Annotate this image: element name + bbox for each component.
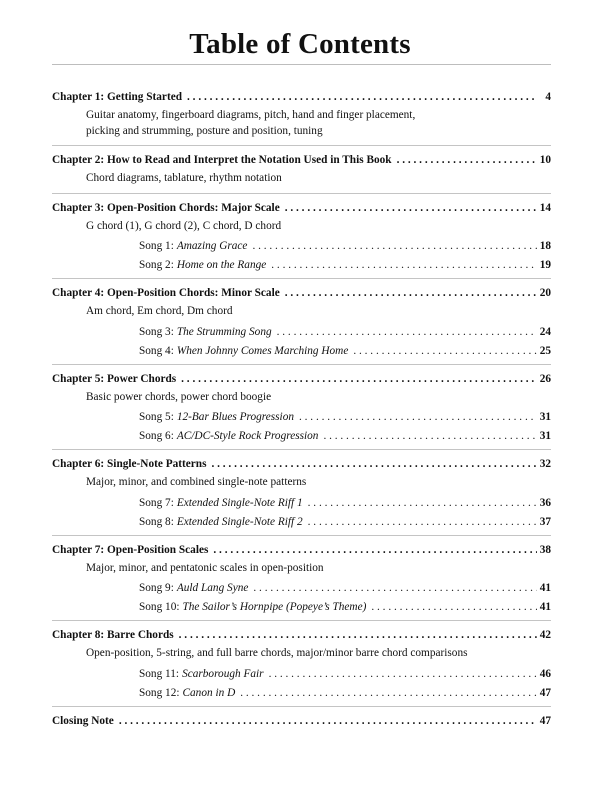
chapter-title: Chapter 8: Barre Chords bbox=[52, 629, 174, 641]
song-number: Song 3: bbox=[139, 325, 174, 338]
page-number: 26 bbox=[539, 372, 551, 385]
dot-leader bbox=[285, 284, 537, 303]
page-number: 19 bbox=[539, 259, 551, 271]
song-title: Home on the Range bbox=[176, 259, 267, 271]
song-number: Song 9: bbox=[139, 582, 174, 594]
page-number: 42 bbox=[539, 629, 551, 641]
page-number: 24 bbox=[539, 325, 551, 338]
dot-leader bbox=[308, 494, 537, 513]
section-divider bbox=[52, 145, 551, 146]
song-number: Song 2: bbox=[139, 259, 174, 271]
section-divider bbox=[52, 449, 551, 450]
dot-leader bbox=[308, 513, 537, 532]
section-divider bbox=[52, 620, 551, 621]
page-number: 20 bbox=[539, 287, 551, 299]
song-title: AC/DC-Style Rock Progression bbox=[176, 430, 319, 442]
song-title: Amazing Grace bbox=[176, 240, 248, 252]
chapter-description bbox=[52, 170, 551, 190]
dot-leader bbox=[269, 665, 537, 684]
toc-entry-song-6[interactable] bbox=[52, 427, 551, 446]
dot-leader bbox=[277, 323, 537, 342]
toc-entry-chapter-3[interactable] bbox=[52, 199, 551, 218]
page-number: 31 bbox=[539, 411, 551, 423]
song-title: When Johnny Comes Marching Home bbox=[176, 344, 349, 357]
toc-entry-chapter-4[interactable] bbox=[52, 284, 551, 303]
page-number: 25 bbox=[539, 344, 551, 357]
toc-entry-song-12[interactable] bbox=[52, 684, 551, 703]
description-line: picking and strumming, posture and position, tuning bbox=[86, 124, 323, 137]
page-number: 47 bbox=[539, 714, 551, 727]
chapter-description bbox=[52, 218, 551, 238]
chapter-description bbox=[52, 560, 551, 580]
page-number: 46 bbox=[539, 667, 551, 680]
chapter-description bbox=[52, 645, 551, 665]
toc-entry-chapter-7[interactable] bbox=[52, 541, 551, 560]
toc-entry-chapter-5[interactable] bbox=[52, 370, 551, 389]
page-number: 4 bbox=[545, 91, 551, 103]
section-divider bbox=[52, 278, 551, 279]
dot-leader bbox=[187, 88, 537, 107]
song-title: 12-Bar Blues Progression bbox=[176, 411, 294, 423]
chapter-title: Chapter 3: Open-Position Chords: Major Scale bbox=[52, 201, 280, 214]
description-line: G chord (1), G chord (2), C chord, D chord bbox=[86, 219, 282, 232]
section-divider bbox=[52, 706, 551, 707]
chapter-title: Chapter 5: Power Chords bbox=[52, 372, 177, 385]
page-number: 36 bbox=[539, 496, 551, 509]
chapter-title: Chapter 6: Single-Note Patterns bbox=[52, 458, 207, 470]
section-divider bbox=[52, 535, 551, 536]
song-title: Canon in D bbox=[182, 686, 236, 699]
dot-leader bbox=[213, 541, 537, 560]
chapter-description bbox=[52, 107, 551, 142]
song-number: Song 6: bbox=[139, 430, 174, 442]
page-number: 14 bbox=[539, 201, 551, 214]
song-number: Song 4: bbox=[139, 344, 174, 357]
chapter-description bbox=[52, 474, 551, 494]
song-number: Song 1: bbox=[139, 240, 174, 252]
page-number: 41 bbox=[539, 601, 551, 613]
toc-entry-song-5[interactable] bbox=[52, 408, 551, 427]
description-line: Basic power chords, power chord boogie bbox=[86, 390, 272, 403]
toc-entry-song-7[interactable] bbox=[52, 494, 551, 513]
toc-entry-song-11[interactable] bbox=[52, 665, 551, 684]
toc-list bbox=[52, 88, 551, 731]
dot-leader bbox=[299, 408, 537, 427]
toc-entry-song-9[interactable] bbox=[52, 579, 551, 598]
page-number: 10 bbox=[539, 154, 551, 166]
dot-leader bbox=[371, 598, 537, 617]
chapter-title: Chapter 2: How to Read and Interpret the Notation Used in This Book bbox=[52, 154, 392, 166]
dot-leader bbox=[285, 199, 537, 218]
description-line: Guitar anatomy, fingerboard diagrams, pitch, hand and finger placement, bbox=[86, 109, 416, 121]
toc-entry-song-10[interactable] bbox=[52, 598, 551, 617]
song-title: The Strumming Song bbox=[176, 325, 272, 338]
song-number: Song 7: bbox=[139, 496, 174, 509]
toc-entry-chapter-6[interactable] bbox=[52, 455, 551, 474]
chapter-title: Chapter 1: Getting Started bbox=[52, 91, 183, 103]
chapter-title: Closing Note bbox=[52, 714, 114, 727]
dot-leader bbox=[119, 712, 537, 731]
dot-leader bbox=[211, 455, 537, 474]
dot-leader bbox=[179, 626, 537, 645]
page-number: 32 bbox=[539, 458, 551, 470]
song-title: Auld Lang Syne bbox=[176, 582, 249, 594]
page-number: 38 bbox=[539, 543, 551, 556]
toc-entry-song-8[interactable] bbox=[52, 513, 551, 532]
chapter-title: Chapter 7: Open-Position Scales bbox=[52, 543, 209, 556]
chapter-description bbox=[52, 303, 551, 323]
song-number: Song 12: bbox=[139, 686, 180, 699]
dot-leader bbox=[353, 342, 537, 361]
toc-entry-song-2[interactable] bbox=[52, 256, 551, 275]
dot-leader bbox=[271, 256, 537, 275]
dot-leader bbox=[253, 579, 537, 598]
song-title: Scarborough Fair bbox=[182, 667, 264, 680]
description-line: Major, minor, and pentatonic scales in open-position bbox=[86, 561, 324, 574]
toc-entry-chapter-8[interactable] bbox=[52, 626, 551, 645]
dot-leader bbox=[397, 151, 537, 170]
description-line: Major, minor, and combined single-note patterns bbox=[86, 476, 307, 488]
description-line: Chord diagrams, tablature, rhythm notation bbox=[86, 172, 282, 184]
song-number: Song 5: bbox=[139, 411, 174, 423]
song-number: Song 10: bbox=[139, 601, 180, 613]
page-number: 47 bbox=[539, 686, 551, 699]
page-number: 37 bbox=[539, 515, 551, 528]
song-title: Extended Single-Note Riff 2 bbox=[176, 515, 303, 528]
toc-entry-song-4[interactable] bbox=[52, 342, 551, 361]
section-divider bbox=[52, 364, 551, 365]
song-title: Extended Single-Note Riff 1 bbox=[176, 496, 303, 509]
page-number: 41 bbox=[539, 582, 551, 594]
toc-entry-closing-note[interactable] bbox=[52, 712, 551, 731]
page-number: 18 bbox=[539, 240, 551, 252]
title-divider bbox=[52, 64, 551, 65]
dot-leader bbox=[181, 370, 537, 389]
dot-leader bbox=[240, 684, 537, 703]
section-divider bbox=[52, 193, 551, 194]
chapter-description bbox=[52, 389, 551, 409]
toc-entry-chapter-1[interactable] bbox=[52, 88, 551, 107]
song-number: Song 8: bbox=[139, 515, 174, 528]
description-line: Open-position, 5-string, and full barre chords, major/minor barre chord comparisons bbox=[86, 647, 468, 659]
description-line: Am chord, Em chord, Dm chord bbox=[86, 305, 233, 317]
chapter-title: Chapter 4: Open-Position Chords: Minor Scale bbox=[52, 287, 280, 299]
toc-entry-chapter-2[interactable] bbox=[52, 151, 551, 170]
page-title: Table of Contents bbox=[189, 28, 411, 60]
toc-entry-song-1[interactable] bbox=[52, 237, 551, 256]
dot-leader bbox=[252, 237, 537, 256]
song-title: The Sailor’s Hornpipe (Popeye’s Theme) bbox=[182, 601, 367, 613]
song-number: Song 11: bbox=[139, 667, 180, 680]
toc-entry-song-3[interactable] bbox=[52, 323, 551, 342]
page-number: 31 bbox=[539, 430, 551, 442]
dot-leader bbox=[323, 427, 537, 446]
